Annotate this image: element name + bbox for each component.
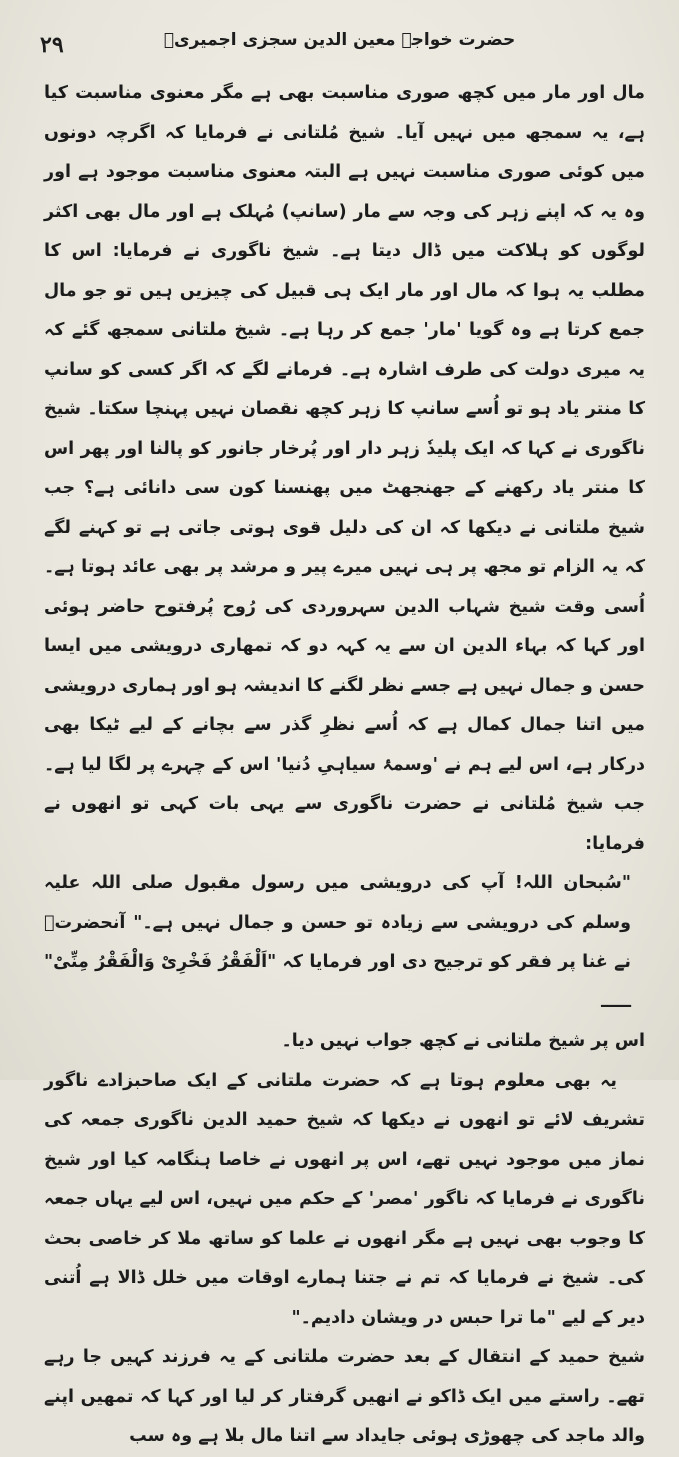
paragraph: یہ بھی معلوم ہوتا ہے کہ حضرت ملتانی کے ایک صاحبزادے ناگور تشریف لائے تو انھوں نے دیکھا کہ شیخ حمید الدین ناگوری جمعہ کی نماز میں موجود نہیں تھے، اس پر انھوں نے خاصا ہنگامہ کیا اور شیخ ناگوری نے فرمایا کہ ناگور 'مصر' کے حکم میں نہیں، اس لیے یہاں جمعہ کا وجوب بھی نہیں ہے مگر انھوں نے علما کو ساتھ ملا کر خاصی بحث کی۔ شیخ نے فرمایا کہ تم نے جتنا ہمارے اوقات میں خلل ڈالا ہے اُتنی دیر کے لیے "ما ترا حبس در ویشان دادیم۔" bbox=[44, 1070, 645, 1328]
running-title: حضرت خواجہ معین الدین سجزی اجمیریؒ bbox=[163, 30, 516, 50]
page-number: ۲۹ bbox=[40, 32, 64, 58]
quotation: "سُبحان اللہ! آپ کی درویشی میں رسول مقبول صلی اللہ علیہ وسلم کی درویشی سے زیادہ تو حسن و جمال نہیں ہے۔" آنحضرتؐ نے غنا پر فقر کو ترجیح دی اور فرمایا کہ "اَلْفَقْرُ فَخْرِیْ وَالْفَقْرُ مِنِّیْ" ـــــ bbox=[44, 873, 631, 1012]
paragraph: اس پر شیخ ملتانی نے کچھ جواب نہیں دیا۔ bbox=[281, 1031, 645, 1051]
body-text bbox=[44, 74, 645, 1457]
paragraph: شیخ حمید کے انتقال کے بعد حضرت ملتانی کے یہ فرزند کہیں جا رہے تھے۔ راستے میں ایک ڈاکو نے انھیں گرفتار کر لیا اور کہا کہ تمھیں اپنے والد ماجد کی چھوڑی ہوئی جایداد سے اتنا مال بلا ہے وہ سب bbox=[44, 1347, 645, 1446]
paragraph: مال اور مار میں کچھ صوری مناسبت بھی ہے مگر معنوی مناسبت کیا ہے، یہ سمجھ میں نہیں آیا۔ شیخ مُلتانی نے فرمایا کہ اگرچہ دونوں میں کوئی صوری مناسبت نہیں ہے البتہ معنوی مناسبت موجود ہے اور وہ یہ کہ اپنے زہر کی وجہ سے مار (سانپ) مُہلک ہے اور مال بھی اکثر لوگوں کو ہلاکت میں ڈال دیتا ہے۔ شیخ ناگوری نے فرمایا: اس کا مطلب یہ ہوا کہ مال اور مار ایک ہی قبیل کی چیزیں ہیں تو جو مال جمع کرتا ہے وہ گویا 'مار' جمع کر رہا ہے۔ شیخ ملتانی سمجھ گئے کہ یہ میری دولت کی طرف اشارہ ہے۔ فرمانے لگے کہ اگر کسی کو سانپ کا منتر یاد ہو تو اُسے سانپ کا زہر کچھ نقصان نہیں پہنچا سکتا۔ شیخ ناگوری نے کہا کہ ایک پلیدٗ زہر دار اور پُرخار جانور کو پالنا اور پھر اس کا منتر یاد رکھنے کے جھنجھٹ میں پھنسنا کون سی دانائی ہے؟ جب شیخ ملتانی نے دیکھا کہ ان کی دلیل قوی ہوتی جاتی ہے تو کہنے لگے کہ یہ الزام تو مجھ پر ہی نہیں میرے پیر و مرشد پر بھی عائد ہوتا ہے۔ اُسی وقت شیخ شہاب الدین سہروردی کی رُوح پُرفتوح حاضر ہوئی اور کہا کہ بہاء الدین ان سے یہ کہہ دو کہ تمھاری درویشی میں ایسا حسن و جمال نہیں ہے جسے نظر لگنے کا اندیشہ ہو اور ہماری درویشی میں اتنا جمال کمال ہے کہ اُسے نظرِ گذر سے بچانے کے لیے ٹیکا بھی درکار ہے، اس لیے ہم نے 'وسمۂ سیاہیِ دُنیا' اس کے چہرے پر لگا لیا ہے۔ جب شیخ مُلتانی نے حضرت ناگوری سے یہی بات کہی تو انھوں نے فرمایا: bbox=[44, 83, 645, 854]
page-header bbox=[40, 30, 639, 64]
